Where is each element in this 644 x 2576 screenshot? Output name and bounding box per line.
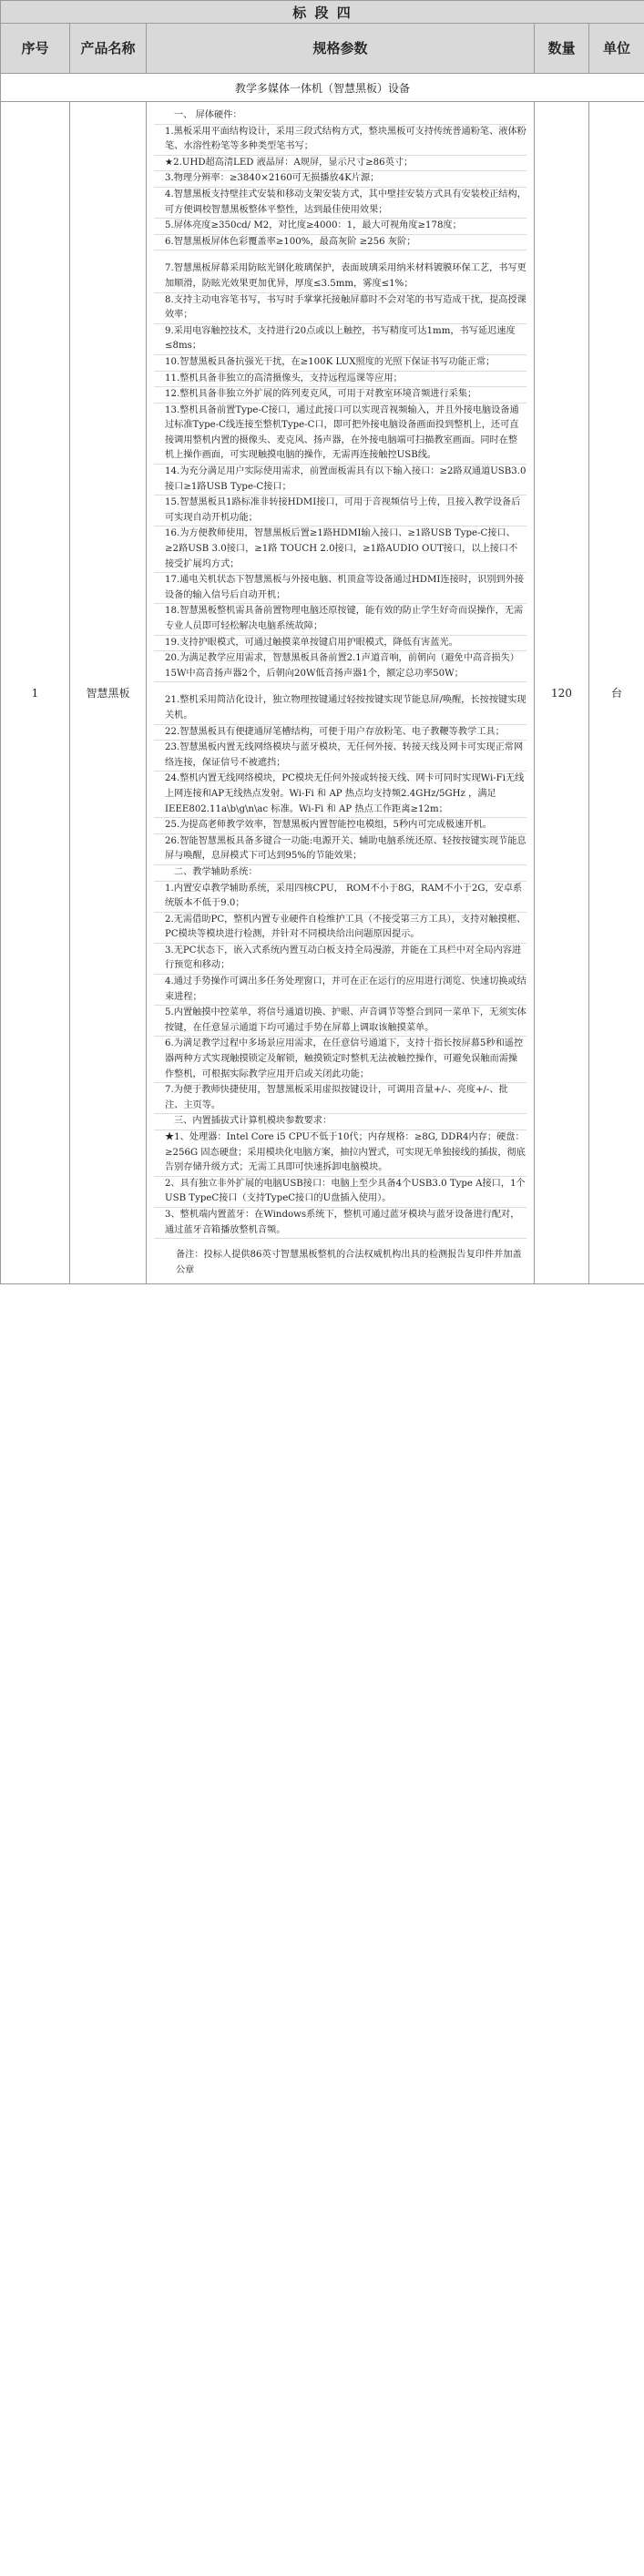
spec-parameters bbox=[147, 102, 535, 1284]
spec-item: 3、整机端内置蓝牙：在Windows系统下，整机可通过蓝牙模块与蓝牙设备进行配对，通过蓝牙音箱播放整机音频。 bbox=[154, 1208, 526, 1239]
spec-item: ★2.UHD超高清LED 液晶屏：A规屏，显示尺寸≥86英寸； bbox=[154, 156, 526, 172]
spec-item: 7.智慧黑板屏幕采用防眩光钢化玻璃保护，表面玻璃采用纳米材料镀膜环保工艺，书写更加顺滑，防眩光效果更加优异，厚度≤3.5mm，雾度≤1%； bbox=[154, 261, 526, 292]
header-product-name: 产品名称 bbox=[70, 24, 147, 74]
equipment-subtitle: 教学多媒体一体机（智慧黑板）设备 bbox=[1, 74, 644, 102]
spec-item: 5.屏体亮度≥350cd/ M2，对比度≥4000：1，最大可视角度≥178度； bbox=[154, 219, 526, 235]
spec-item: 5.内置触摸中控菜单，将信号通道切换、护眼、声音调节等整合到同一菜单下，无须实体按键，在任意显示通道下均可通过手势在屏幕上调取该触摸菜单。 bbox=[154, 1006, 526, 1037]
spec-item: 2、具有独立非外扩展的电脑USB接口：电脑上至少具备4个USB3.0 Type A接口，1个USB TypeC接口（支持TypeC接口的U盘插入使用）。 bbox=[154, 1177, 526, 1208]
spec-item: 13.整机具备前置Type-C接口，通过此接口可以实现音视频输入，并且外接电脑设备通过标准Type-C线连接至整机Type-C口，即可把外接电脑设备画面投到整机上，还可直接调用整机内置的摄像头、麦克风、扬声器，在外接电脑端可扫描教室画面。同时在整机上操作画面，可实现触摸电脑的操作，无需再连接触控USB线。 bbox=[154, 404, 526, 465]
spec-note: 备注：投标人提供86英寸智慧黑板整机的合法权威机构出具的检测报告复印件并加盖公章 bbox=[176, 1250, 522, 1275]
spec-item: 4.通过手势操作可调出多任务处理窗口，并可在正在运行的应用进行浏览、快速切换或结束进程； bbox=[154, 975, 526, 1006]
lot-title: 标 段 四 bbox=[1, 1, 644, 24]
spec-item: 26.智能智慧黑板具备多键合一功能:电源开关、辅助电脑系统还原、轻按按键实现节能息屏与唤醒，息屏模式下可达到95%的节能效果； bbox=[154, 834, 526, 865]
table-row bbox=[1, 102, 644, 1284]
spec-item: 6.智慧黑板屏体色彩覆盖率≥100%，最高灰阶 ≥256 灰阶； bbox=[154, 235, 526, 251]
row-index: 1 bbox=[1, 102, 70, 1284]
spec-item: 14.为充分满足用户实际使用需求，前置面板需具有以下输入接口：≥2路双通道USB3.0接口≥1路USB Type-C接口； bbox=[154, 465, 526, 496]
spec-item: 24.整机内置无线网络模块，PC模块无任何外接或转接天线、网卡可同时实现Wi-Fi无线上网连接和AP无线热点发射。Wi-Fi 和 AP 热点均支持频2.4GHz/5GHz ，满足IEEE802.11a\b\g\n\ac 标准。Wi-Fi 和 AP 热点工作距离≥12m； bbox=[154, 772, 526, 818]
header-index: 序号 bbox=[1, 24, 70, 74]
spec-item: 9.采用电容触控技术，支持进行20点或以上触控，书写精度可达1mm，书写延迟速度≤8ms； bbox=[154, 324, 526, 355]
spec-item: 1.黑板采用平面结构设计，采用三段式结构方式，整块黑板可支持传统普通粉笔、液体粉笔、水溶性粉笔等多种类型笔书写； bbox=[154, 125, 526, 156]
spec-table bbox=[0, 0, 644, 1284]
spec-item: 4.智慧黑板支持壁挂式安装和移动支架安装方式，其中壁挂安装方式具有安装校正结构，可方便调校智慧黑板整体平整性，达到最佳使用效果； bbox=[154, 188, 526, 219]
spec-section-heading: 一、 屏体硬件： bbox=[154, 108, 526, 125]
spec-item: 7.为便于教师快捷使用，智慧黑板采用虚拟按键设计，可调用音量+/-、亮度+/-、批注、主页等。 bbox=[154, 1083, 526, 1114]
spec-item: 21.整机采用简洁化设计，独立物理按键通过轻按按键实现节能息屏/唤醒，长按按键实现关机。 bbox=[154, 693, 526, 724]
row-quantity: 120 bbox=[535, 102, 589, 1284]
spec-item: 19.支持护眼模式，可通过触摸菜单按键启用护眼模式，降低有害蓝光。 bbox=[154, 636, 526, 652]
spec-item: 15.智慧黑板具1路标准非转接HDMI接口，可用于音视频信号上传，且接入教学设备后可实现自动开机功能； bbox=[154, 496, 526, 526]
spec-item: 11.整机具备非独立的高清摄像头，支持远程巡课等应用； bbox=[154, 372, 526, 388]
spec-item: 23.智慧黑板内置无线网络模块与蓝牙模块，无任何外接、转接天线及网卡可实现正常网络连接，保证信号不被遮挡； bbox=[154, 741, 526, 772]
spec-section-heading: 二、教学辅助系统： bbox=[154, 865, 526, 882]
spec-item: 8.支持主动电容笔书写，书写时手掌掌托接触屏幕时不会对笔的书写造成干扰，提高授课效率； bbox=[154, 293, 526, 324]
row-unit: 台 bbox=[589, 102, 644, 1284]
spec-item: 3.物理分辨率：≥3840×2160可无损播放4K片源； bbox=[154, 171, 526, 188]
spec-item: 3.无PC状态下，嵌入式系统内置互动白板支持全局漫游，并能在工具栏中对全局内容进行预览和移动； bbox=[154, 944, 526, 975]
spec-body bbox=[154, 108, 526, 1278]
header-spec: 规格参数 bbox=[147, 24, 535, 74]
header-unit: 单位 bbox=[589, 24, 644, 74]
spec-item: 18.智慧黑板整机需具备前置物理电脑还原按键，能有效的防止学生好奇而误操作，无需专业人员即可轻松解决电脑系统故障； bbox=[154, 604, 526, 635]
spec-item: 2.无需借助PC，整机内置专业硬件自检维护工具（不接受第三方工具），支持对触摸框、PC模块等模块进行检测，并针对不同模块给出问题原因提示。 bbox=[154, 913, 526, 944]
row-product-name: 智慧黑板 bbox=[70, 102, 147, 1284]
spec-item: 22.智慧黑板具有便捷通屏笔槽结构，可便于用户存放粉笔、电子教鞭等教学工具； bbox=[154, 725, 526, 741]
spec-item: 10.智慧黑板具备抗强光干扰，在≥100K LUX照度的光照下保证书写功能正常； bbox=[154, 355, 526, 372]
spec-item: 16.为方便教师使用，智慧黑板后置≥1路HDMI输入接口、≥1路USB Type-C接口、≥2路USB 3.0接口，≥1路 TOUCH 2.0接口，≥1路AUDIO OUT接口，以上接口不接受扩展坞方式； bbox=[154, 526, 526, 573]
spec-item: 6.为满足教学过程中多场景应用需求，在任意信号通道下，支持十指长按屏幕5秒和遥控器两种方式实现触摸锁定及解锁，触摸锁定时整机无法被触控操作，可避免误触而需操作整机，可根据实际教学应用开启或关闭此功能； bbox=[154, 1037, 526, 1083]
header-quantity: 数量 bbox=[535, 24, 589, 74]
spec-item: 12.整机具备非独立外扩展的阵列麦克风，可用于对教室环境音频进行采集； bbox=[154, 387, 526, 404]
spec-item: 1.内置安卓教学辅助系统，采用四核CPU， ROM不小于8G，RAM不小于2G，安卓系统版本不低于9.0； bbox=[154, 882, 526, 913]
spec-item: ★1、处理器：Intel Core i5 CPU不低于10代；内存规格：≥8G, DDR4内存；硬盘：≥256G 固态硬盘；采用模块化电脑方案，抽拉内置式，可实现无单独接线的插拔，彻底告别存储升级方式；无需工具即可快速拆卸电脑模块。 bbox=[154, 1130, 526, 1177]
spec-item: 20.为满足教学应用需求，智慧黑板具备前置2.1声道音响，前朝向（避免中高音损失）15W中高音扬声器2个，后朝向20W低音扬声器1个，额定总功率50W； bbox=[154, 651, 526, 682]
spec-item: 17.通电关机状态下智慧黑板与外接电脑、机顶盒等设备通过HDMI连接时，识别到外接设备的输入信号后自动开机； bbox=[154, 573, 526, 604]
spec-section-heading: 三、内置插拔式计算机模块参数要求： bbox=[154, 1114, 526, 1130]
spec-item: 25.为提高老师教学效率，智慧黑板内置智能控电模组，5秒内可完成极速开机。 bbox=[154, 818, 526, 834]
